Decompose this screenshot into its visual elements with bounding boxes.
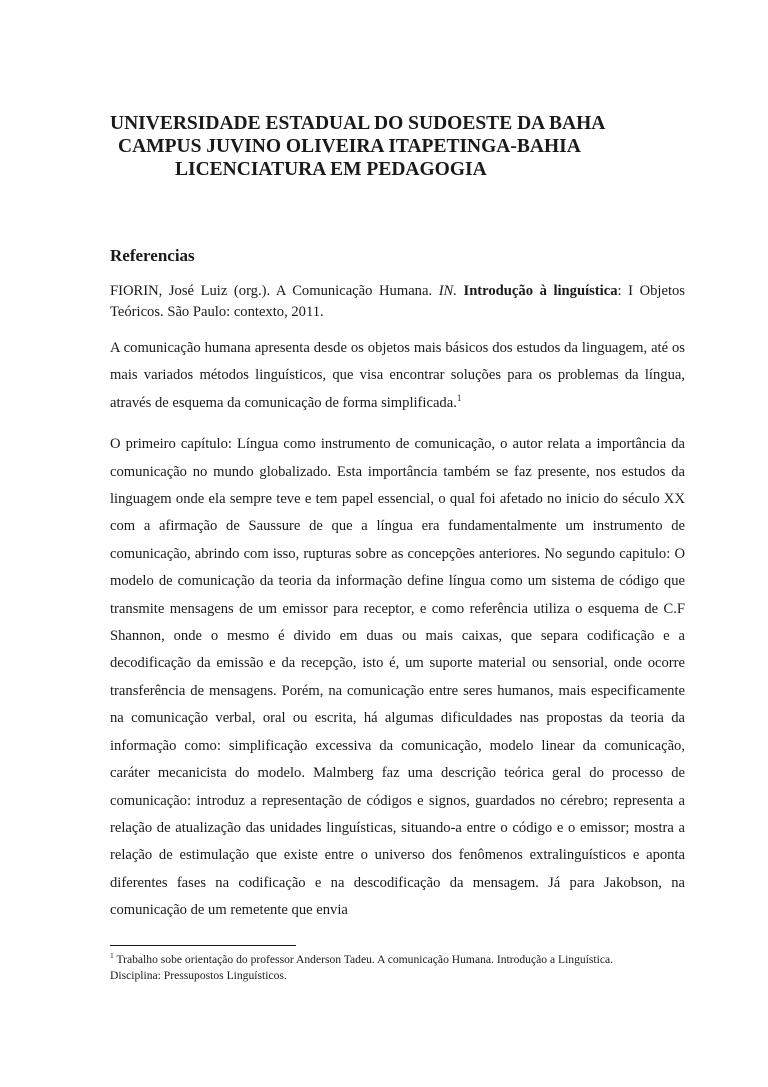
footnote xyxy=(110,952,710,984)
body-paragraph: O primeiro capítulo: Língua como instrumento de comunicação, o autor relata a importância da comunicação no mundo globalizado. Esta importância também se faz presente, nos estudos da linguagem onde ela sempre teve e tem papel essencial, o qual foi afetado no inicio do século XX com a afirmação de Saussure de que a língua era fundamentalmente um instrumento de comunicação, abrindo com isso, rupturas sobre as concepções anteriores. No segundo capitulo: O modelo de comunicação da teoria da informação define língua como um sistema de código que transmite mensagens de um emissor para receptor, e como referência utiliza o esquema de C.F Shannon, onde o mesmo é divido em duas ou mais caixas, que separa codificação e a decodificação da emissão e da recepção, isto é, um suporte material ou sensorial, onde ocorre transferência de mensagens. Porém, na comunicação entre seres humanos, mais especificamente na comunicação verbal, oral ou escrita, há algumas dificuldades nas propostas da teoria da informação como: simplificação excessiva da comunicação, modelo linear da comunicação, caráter mecanicista do modelo. Malmberg faz uma descrição teórica geral do processo de comunicação: introduz a representação de códigos e signos, guardados no cérebro; representa a relação de atualização das unidades linguísticas, situando-a entre o código e o emissor; mostra a relação de estimulação que existe entre o universo dos fenômenos extralinguísticos e aponta diferentes fases na codificação e na descodificação da mensagem. Já para Jakobson, na comunicação de um remetente que envia xyxy=(110,436,685,919)
footnote-reference[interactable]: 1 xyxy=(456,392,462,403)
reference-in: IN. xyxy=(438,283,457,299)
abstract-text: A comunicação humana apresenta desde os objetos mais básicos dos estudos da linguagem, até os mais variados métodos linguísticos, que visa encontrar soluções para os problemas da língua, através de esquema da comunicação de forma simplificada. xyxy=(110,340,685,411)
reference-text-1: FIORIN, José Luiz (org.). A Comunicação Humana. xyxy=(110,283,439,299)
university-name: UNIVERSIDADE ESTADUAL DO SUDOESTE DA BAHA xyxy=(110,113,606,134)
reference-space xyxy=(457,283,464,299)
document-header xyxy=(110,112,710,181)
body-text xyxy=(110,281,685,925)
footnote-number: 1 xyxy=(110,951,114,961)
reference-text-2: : I Objetos Teóricos. São Paulo: contexto, 2011. xyxy=(110,283,685,320)
section-title: Referencias xyxy=(110,246,195,265)
reference-book-title: Introdução à linguística xyxy=(463,283,618,299)
footnote-line-2: Disciplina: Pressupostos Linguísticos. xyxy=(110,969,287,982)
reference-citation xyxy=(110,281,685,323)
campus-name: CAMPUS JUVINO OLIVEIRA ITAPETINGA-BAHIA xyxy=(118,136,581,157)
abstract-paragraph xyxy=(110,335,685,417)
footnote-divider xyxy=(110,945,296,946)
course-name: LICENCIATURA EM PEDAGOGIA xyxy=(175,159,487,180)
footnote-line-1: Trabalho sobe orientação do professor Anderson Tadeu. A comunicação Humana. Introdução a Linguística. xyxy=(113,953,614,966)
